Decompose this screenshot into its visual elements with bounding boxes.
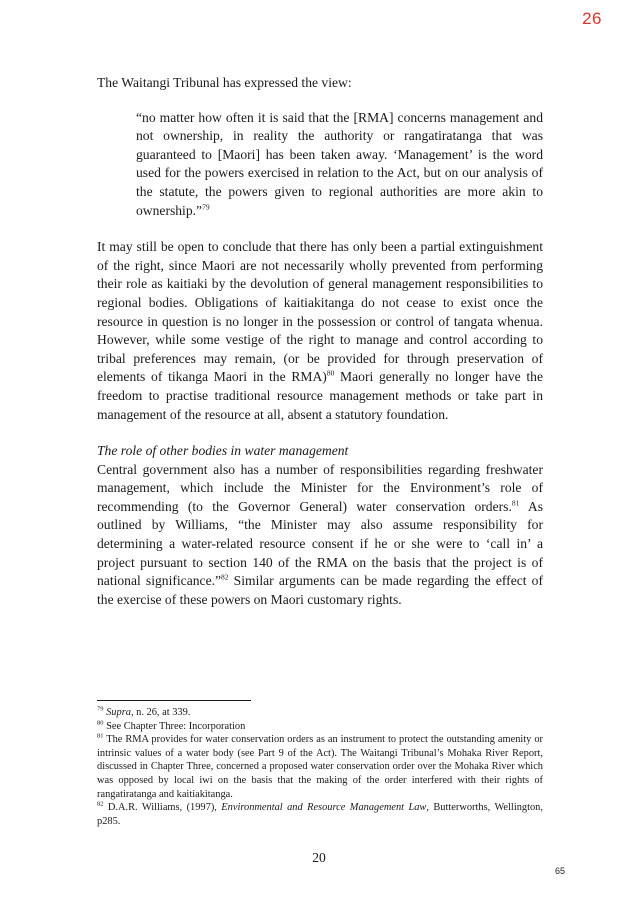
footnote-79 bbox=[97, 706, 543, 720]
footnote-divider bbox=[97, 700, 251, 701]
para1-text-a: It may still be open to conclude that there has only been a partial extinguishment of the right, since Maori are not necessarily wholly prevented from performing their role as kaitiaki by the devolution of general management responsibilities to regional bodies. Obligations of kaitiakitanga do not cease to exist once the resource in question is no longer in the possession or control of tangata whenua. However, while some vestige of the right to manage and control according to tribal preferences may remain, (or be provided for through preservation of elements of tikanga Maori in the RMA) bbox=[97, 239, 543, 385]
footnote-italic: Supra bbox=[106, 707, 131, 718]
body-text bbox=[97, 74, 543, 609]
footnote-ref-80[interactable]: 80 bbox=[326, 368, 335, 378]
bottom-corner-number: 65 bbox=[554, 866, 565, 876]
para2-text-b: As outlined by Williams, “the Minister may also assume responsibility for determining a water-related resource consent if he or she were to ‘call in’ a project pursuant to section 140 of the RMA on the basis that the project is of national significance.” bbox=[97, 498, 543, 589]
footnote-text: , Butterworths, Wellington, p285. bbox=[97, 802, 543, 827]
footnote-number: 79 bbox=[97, 705, 104, 713]
footnote-text: , n. 26, at 339. bbox=[130, 707, 191, 718]
paragraph-central-government bbox=[97, 461, 543, 610]
footnote-number: 81 bbox=[97, 732, 104, 740]
footnote-81 bbox=[97, 733, 543, 801]
para2-text-c: Similar arguments can be made regarding the effect of the exercise of these powers on Maori customary rights. bbox=[97, 573, 543, 607]
section-heading: The role of other bodies in water management bbox=[97, 443, 349, 459]
page-number: 20 bbox=[312, 850, 326, 865]
footnote-ref-79[interactable]: 79 bbox=[202, 202, 210, 212]
footnote-ref-81[interactable]: 81 bbox=[511, 498, 520, 508]
page-corner-number: 26 bbox=[582, 9, 602, 28]
footnote-82 bbox=[97, 801, 543, 828]
footnote-italic: Environmental and Resource Management Law bbox=[221, 802, 427, 814]
footnote-text: See Chapter Three: Incorporation bbox=[103, 720, 246, 732]
footnote-ref-82[interactable]: 82 bbox=[221, 572, 229, 582]
footnote-80 bbox=[97, 720, 543, 734]
footnote-text: The RMA provides for water conservation orders as an instrument to protect the outstanding amenity or intrinsic values of a water body (see Part 9 of the Act). The Waitangi Tribunal’s Mohaka River Report, discussed in Chapter Three, concerned a proposed water conservation order over the Mohaka River which was opposed by local iwi on the basis that the making of the order interfered with their rights of rangatiratanga and kaitiakitanga. bbox=[97, 734, 543, 800]
footnote-number: 82 bbox=[97, 800, 104, 808]
footnote-text-pre: D.A.R. Williams, (1997), bbox=[103, 802, 222, 814]
intro-paragraph: The Waitangi Tribunal has expressed the view: bbox=[97, 75, 352, 90]
paragraph-partial-extinguishment bbox=[97, 238, 543, 424]
block-quote bbox=[136, 109, 543, 221]
para2-text-a: Central government also has a number of responsibilities regarding freshwater management, which include the Minister for the Environment’s role of recommending (to the Governor General) water conservation orders. bbox=[97, 461, 543, 514]
footnote-number: 80 bbox=[97, 719, 104, 727]
para1-text-b: Maori generally no longer have the freedom to practise traditional resource management methods or take part in management of the resource at all, absent a statutory foundation. bbox=[97, 369, 543, 422]
quote-text: “no matter how often it is said that the [RMA] concerns management and not ownership, in reality the authority or rangatiratanga that was guaranteed to [Maori] has been taken away. ‘Management’ is the word used for the powers exercised in relation to the Act, but on our analysis of the statute, the powers given to regional authorities are more akin to ownership.” bbox=[136, 109, 543, 218]
footnotes bbox=[97, 706, 543, 828]
